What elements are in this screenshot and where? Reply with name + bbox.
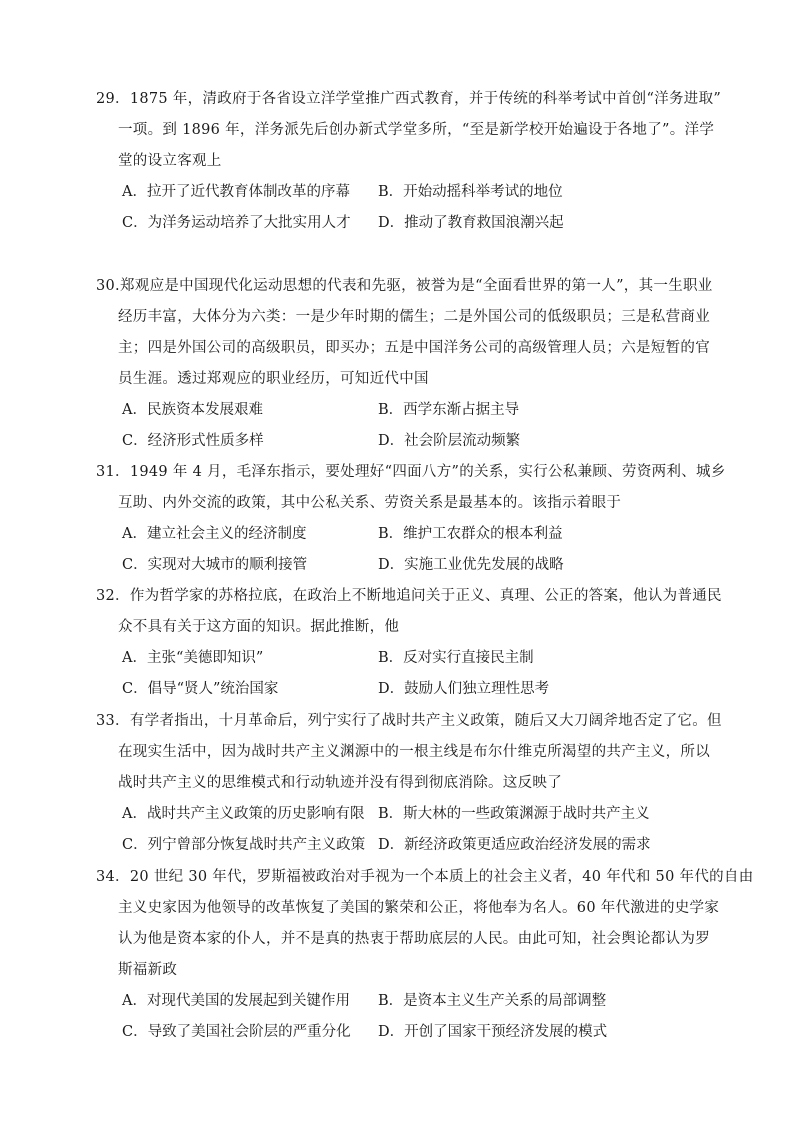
option-a[interactable]: A．建立社会主义的经济制度 (122, 526, 307, 542)
option-b[interactable]: B．西学东渐占据主导 (378, 402, 520, 418)
question-32 (96, 581, 722, 705)
option-c[interactable]: C．导致了美国社会阶层的严重分化 (122, 1024, 351, 1040)
option-c[interactable]: C．经济形式性质多样 (122, 433, 264, 449)
stem-line: 众不具有关于这方面的知识。据此推断，他 (118, 619, 400, 635)
question-number: 29． (96, 91, 130, 107)
option-c[interactable]: C．为洋务运动培养了大批实用人才 (122, 215, 351, 231)
option-b[interactable]: B．斯大林的一些政策渊源于战时共产主义 (378, 806, 650, 822)
stem-line: 30.郑观应是中国现代化运动思想的代表和先驱，被誉为是“全面看世界的第一人”，其一生职业 (96, 278, 713, 294)
question-stem (96, 706, 722, 799)
options (96, 986, 706, 1048)
option-b[interactable]: B．是资本主义生产关系的局部调整 (378, 993, 607, 1009)
option-d[interactable]: D．实施工业优先发展的战略 (378, 557, 564, 573)
option-b[interactable]: B．反对实行直接民主制 (378, 650, 534, 666)
stem-line: 33．有学者指出，十月革命后，列宁实行了战时共产主义政策，随后又大刀阔斧地否定了它。但 (96, 713, 722, 729)
question-number: 31． (96, 464, 130, 480)
question-31 (96, 457, 726, 581)
stem-line: 34．20 世纪 30 年代，罗斯福被政治对手视为一个本质上的社会主义者，40 年代和 50 年代的自由 (96, 869, 754, 885)
stem-line: 员生涯。透过郑观应的职业经历，可知近代中国 (118, 371, 429, 387)
stem-line: 堂的设立客观上 (118, 153, 222, 169)
stem-line: 31．1949 年 4 月，毛泽东指示，要处理好“四面八方”的关系，实行公私兼顾、劳资两利、城乡 (96, 464, 726, 480)
option-a[interactable]: A．主张“美德即知识” (122, 650, 264, 666)
question-29 (96, 84, 722, 239)
stem-line: 29．1875 年，清政府于各省设立洋学堂推广西式教育，并于传统的科举考试中首创“洋务进取” (96, 91, 722, 107)
option-d[interactable]: D．新经济政策更适应政治经济发展的需求 (378, 837, 651, 853)
option-c[interactable]: C．实现对大城市的顺利接管 (122, 557, 308, 573)
stem-line: 经历丰富，大体分为六类：一是少年时期的儒生；二是外国公司的低级职员；三是私营商业 (118, 309, 710, 325)
question-number: 30. (96, 278, 120, 294)
stem-line: 一项。到 1896 年，洋务派先后创办新式学堂多所，“至是新学校开始遍设于各地了”。洋学 (118, 122, 715, 138)
options (96, 395, 706, 457)
option-d[interactable]: D．开创了国家干预经济发展的模式 (378, 1024, 608, 1040)
question-number: 33． (96, 713, 130, 729)
stem-line: 在现实生活中，因为战时共产主义渊源中的一根主线是布尔什维克所渴望的共产主义，所以 (118, 744, 710, 760)
option-a[interactable]: A．对现代美国的发展起到关键作用 (122, 993, 350, 1009)
stem-line: 战时共产主义的思维模式和行动轨迹并没有得到彻底消除。这反映了 (118, 775, 562, 791)
option-d[interactable]: D．推动了教育救国浪潮兴起 (378, 215, 564, 231)
question-stem (96, 862, 754, 986)
option-a[interactable]: A．拉开了近代教育体制改革的序幕 (122, 184, 350, 200)
option-d[interactable]: D．社会阶层流动频繁 (378, 433, 521, 449)
question-number: 34． (96, 869, 130, 885)
question-stem (96, 84, 722, 177)
question-stem (96, 271, 713, 395)
option-d[interactable]: D．鼓励人们独立理性思考 (378, 681, 550, 697)
question-30 (96, 271, 713, 457)
option-c[interactable]: C．列宁曾部分恢复战时共产主义政策 (122, 837, 366, 853)
question-34 (96, 862, 754, 1048)
stem-line: 32．作为哲学家的苏格拉底，在政治上不断地追问关于正义、真理、公正的答案，他认为普通民 (96, 588, 722, 604)
options (96, 643, 706, 705)
options (96, 177, 706, 239)
option-c[interactable]: C．倡导“贤人”统治国家 (122, 681, 279, 697)
stem-line: 互助、内外交流的政策，其中公私关系、劳资关系是最基本的。该指示着眼于 (118, 495, 622, 511)
option-a[interactable]: A．民族资本发展艰难 (122, 402, 263, 418)
options (96, 519, 706, 581)
question-stem (96, 581, 722, 643)
question-33 (96, 706, 722, 861)
option-a[interactable]: A．战时共产主义政策的历史影响有限 (122, 806, 365, 822)
stem-line: 斯福新政 (118, 962, 178, 978)
question-number: 32． (96, 588, 130, 604)
option-b[interactable]: B．开始动摇科举考试的地位 (378, 184, 563, 200)
stem-line: 主；四是外国公司的高级职员，即买办；五是中国洋务公司的高级管理人员；六是短暂的官 (118, 340, 710, 356)
stem-line: 主义史家因为他领导的改革恢复了美国的繁荣和公正，将他奉为名人。60 年代激进的史学家 (118, 900, 720, 916)
question-stem (96, 457, 726, 519)
option-b[interactable]: B．维护工农群众的根本利益 (378, 526, 563, 542)
stem-line: 认为他是资本家的仆人，并不是真的热衷于帮助底层的人民。由此可知，社会舆论都认为罗 (118, 931, 710, 947)
options (96, 799, 706, 861)
